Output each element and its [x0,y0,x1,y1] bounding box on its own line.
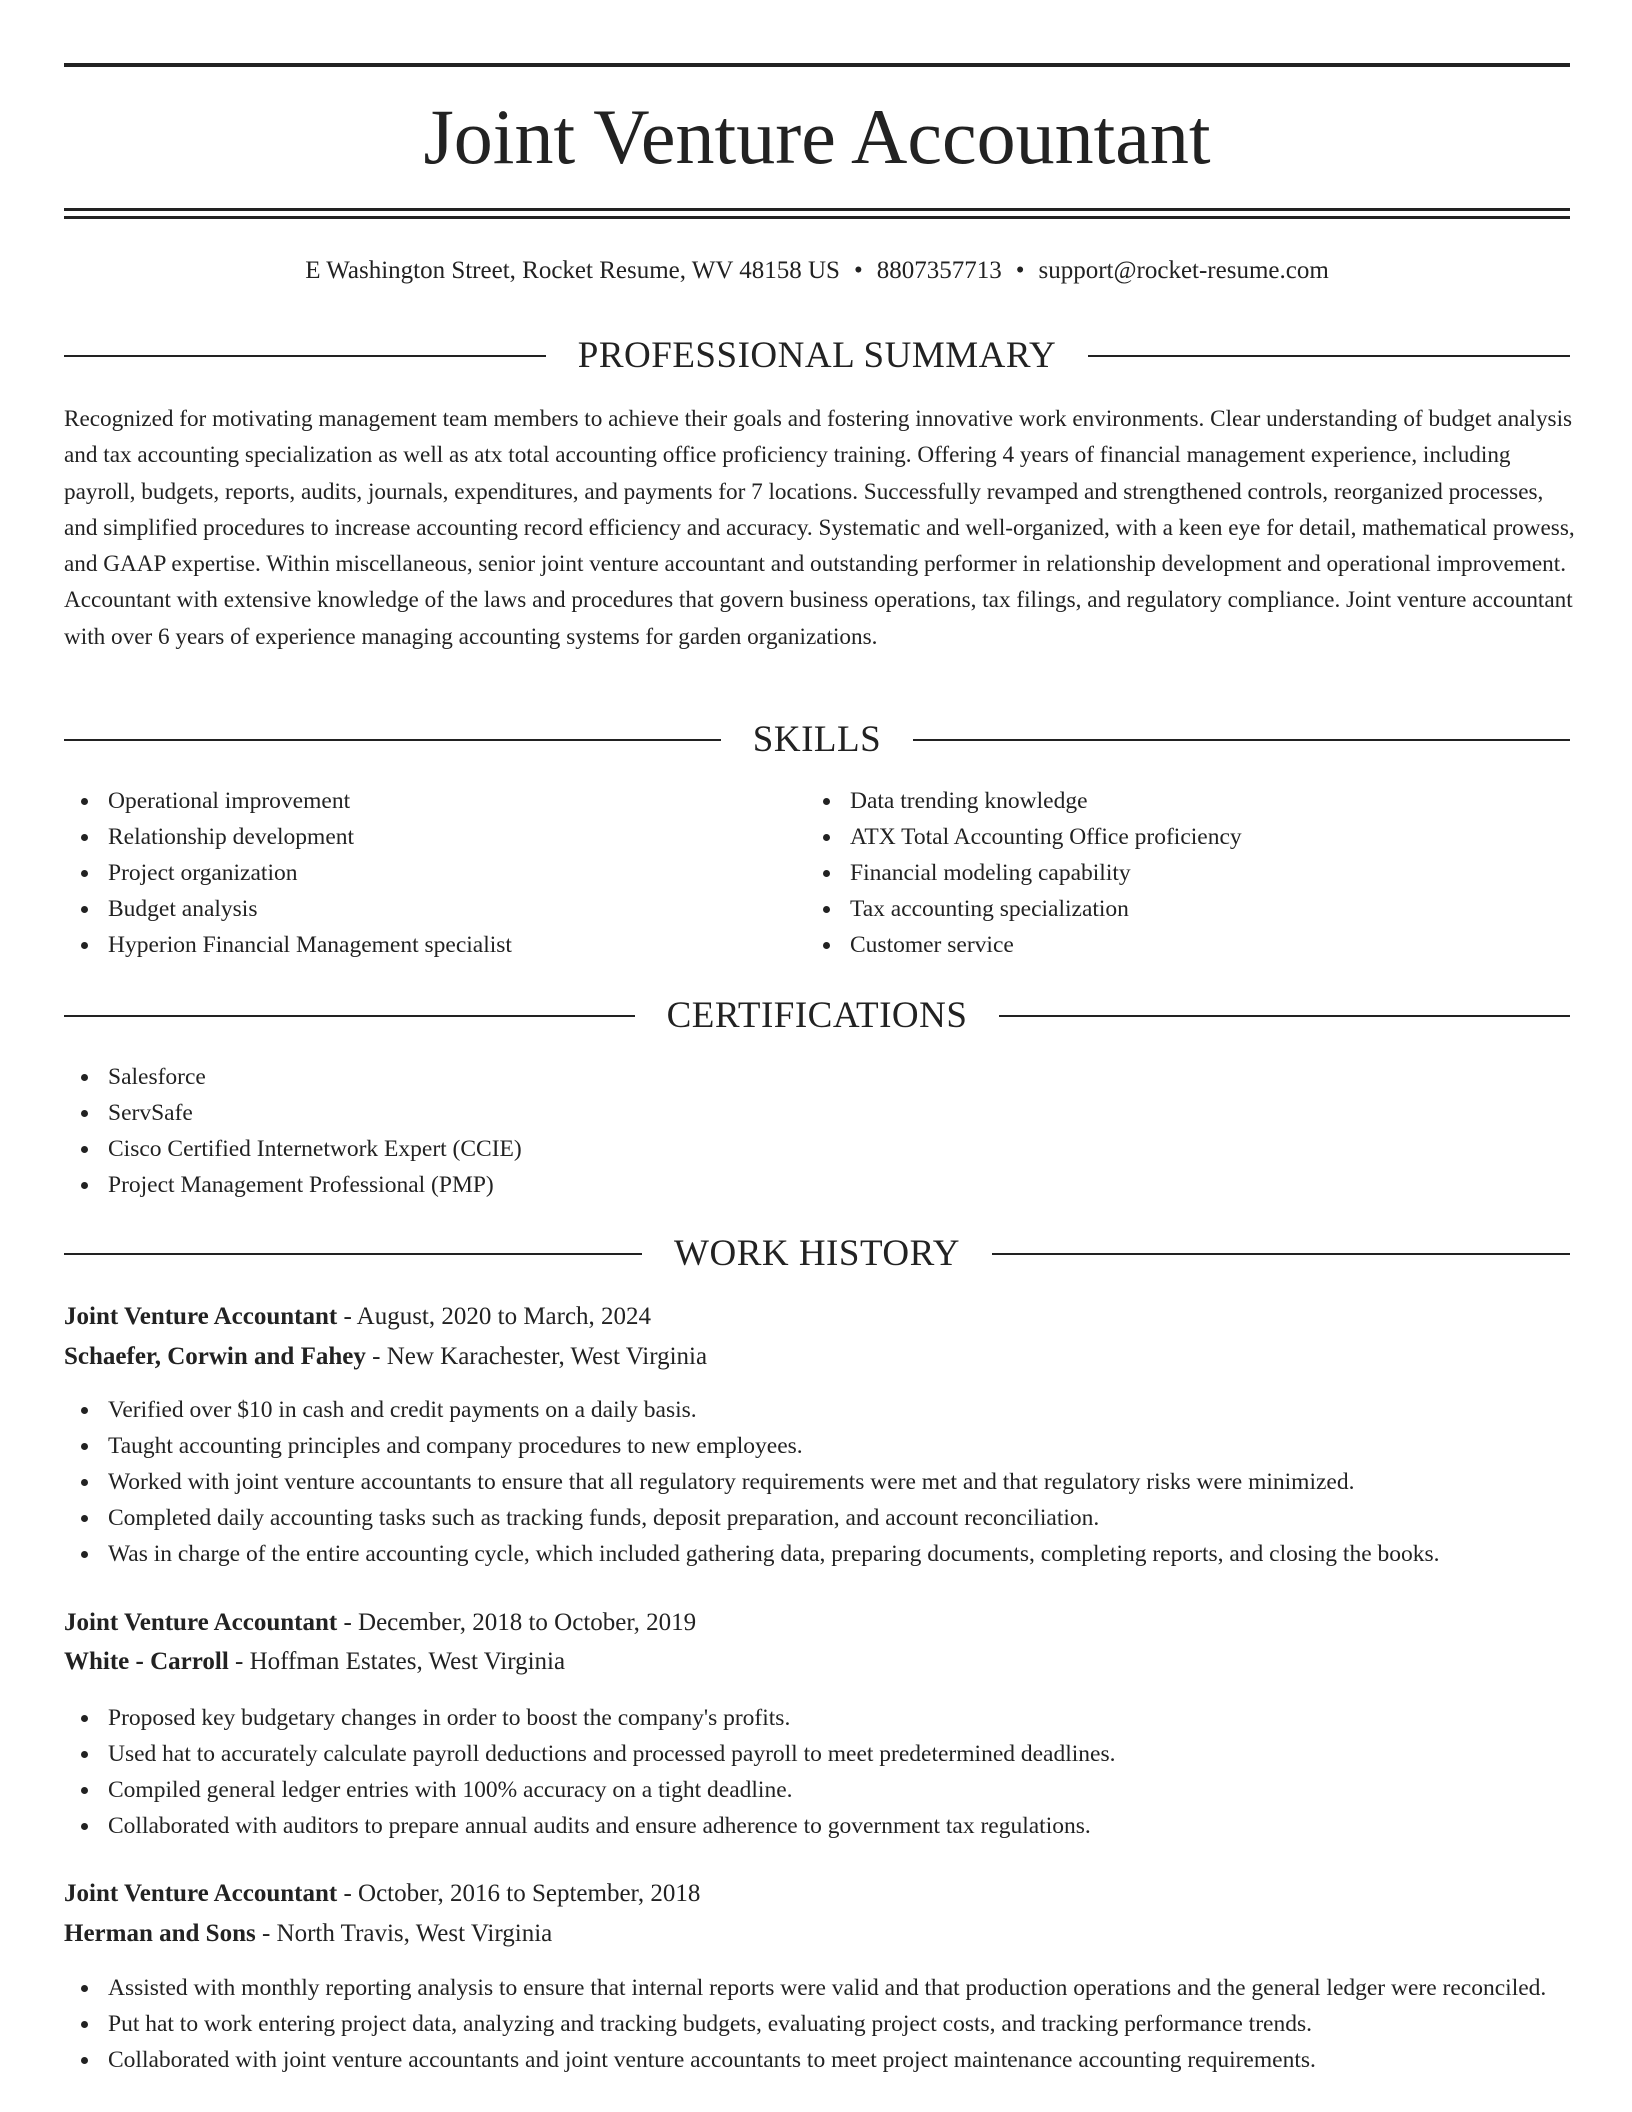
divider [64,355,546,357]
skills-list-left [64,783,804,963]
job-title: Joint Venture Accountant [64,1609,338,1636]
list-item: Collaborated with auditors to prepare annual audits and ensure adherence to government tax regulations. [64,1808,1570,1844]
contact-address: E Washington Street, Rocket Resume, WV 48158 US [305,257,840,284]
job-title: Joint Venture Accountant [64,1303,338,1330]
divider [1088,355,1570,357]
list-item: Salesforce [64,1059,1564,1095]
divider [64,739,721,741]
list-item: Budget analysis [64,891,804,927]
job-dates: October, 2016 to September, 2018 [358,1880,701,1907]
list-item: Verified over $10 in cash and credit payments on a daily basis. [64,1392,1570,1428]
job-duties-list [64,1392,1570,1572]
job-dates: August, 2020 to March, 2024 [356,1303,652,1330]
divider [999,1015,1570,1017]
list-item: Used hat to accurately calculate payroll deductions and processed payroll to meet predetermined deadlines. [64,1736,1570,1772]
list-item: Collaborated with joint venture accountants and joint venture accountants to meet project maintenance accounting requirements. [64,2042,1570,2078]
contact-separator: • [1015,257,1025,284]
list-item: Proposed key budgetary changes in order to boost the company's profits. [64,1700,1570,1736]
section-heading-skills [64,718,1570,762]
list-item: Worked with joint venture accountants to ensure that all regulatory requirements were met and that regulatory risks were minimized. [64,1464,1570,1500]
section-title: WORK HISTORY [674,1233,960,1274]
dash: - [255,1920,277,1947]
job-title-line [64,1302,651,1332]
job-company-line [64,1342,707,1372]
job-title-line [64,1608,696,1638]
top-rule [64,63,1570,67]
skills-list-right [806,783,1566,963]
list-item: Taught accounting principles and company procedures to new employees. [64,1428,1570,1464]
dash: - [337,1303,357,1330]
dash: - [337,1880,359,1907]
section-heading-work-history [64,1232,1570,1276]
certifications-list [64,1059,1564,1203]
list-item: Tax accounting specialization [806,891,1566,927]
job-title-line [64,1879,700,1909]
list-item: Customer service [806,927,1566,963]
job-company: Herman and Sons [64,1920,256,1947]
job-duties-list [64,1700,1570,1844]
contact-email[interactable]: support@rocket-resume.com [1038,257,1329,284]
list-item: Relationship development [64,819,804,855]
list-item: Completed daily accounting tasks such as tracking funds, deposit preparation, and account reconciliation. [64,1500,1570,1536]
list-item: Was in charge of the entire accounting cycle, which included gathering data, preparing documents, completing reports, and closing the books. [64,1536,1570,1572]
resume-title: Joint Venture Accountant [423,93,1211,180]
job-dates: December, 2018 to October, 2019 [358,1609,697,1636]
list-item: Compiled general ledger entries with 100% accuracy on a tight deadline. [64,1772,1570,1808]
section-title: SKILLS [752,719,882,760]
job-location: Hoffman Estates, West Virginia [249,1648,566,1675]
job-location: New Karachester, West Virginia [386,1343,708,1370]
list-item: Put hat to work entering project data, analyzing and tracking budgets, evaluating project costs, and tracking performance trends. [64,2006,1570,2042]
job-company-line [64,1919,552,1949]
list-item: Cisco Certified Internetwork Expert (CCIE) [64,1131,1564,1167]
section-heading-summary [64,334,1570,378]
dash: - [228,1648,250,1675]
list-item: Hyperion Financial Management specialist [64,927,804,963]
job-company: Schaefer, Corwin and Fahey [64,1343,366,1370]
dash: - [365,1343,387,1370]
list-item: Data trending knowledge [806,783,1566,819]
list-item: Assisted with monthly reporting analysis to ensure that internal reports were valid and that production operations and the general ledger were reconciled. [64,1970,1570,2006]
list-item: ServSafe [64,1095,1564,1131]
job-title: Joint Venture Accountant [64,1880,338,1907]
title-rule-upper [64,208,1570,211]
divider [64,1015,635,1017]
list-item: Operational improvement [64,783,804,819]
divider [913,739,1570,741]
contact-phone: 8807357713 [876,257,1002,284]
section-title: PROFESSIONAL SUMMARY [577,335,1057,376]
divider [64,1253,642,1255]
title-rule-lower [64,216,1570,219]
job-company-line [64,1647,565,1677]
section-title: CERTIFICATIONS [666,995,968,1036]
list-item: Project Management Professional (PMP) [64,1167,1564,1203]
summary-paragraph: Recognized for motivating management team members to achieve their goals and fostering innovative work environments. Clear understanding of budget analysis and tax accounting specialization as well as atx total accounting office proficiency training. Offering 4 years of financial management experience, including payroll, budgets, reports, audits, journals, expenditures, and payments for 7 locations. Successfully revamped and strengthened controls, reorganized processes, and simplified procedures to increase accounting record efficiency and accuracy. Systematic and well-organized, with a keen eye for detail, mathematical prowess, and GAAP expertise. Within miscellaneous, senior joint venture accountant and outstanding performer in relationship development and operational improvement. Accountant with extensive knowledge of the laws and procedures that govern business operations, tax filings, and regulatory compliance. Joint venture accountant with over 6 years of experience managing accounting systems for garden organizations. [64,406,1575,650]
list-item: Financial modeling capability [806,855,1566,891]
contact-separator: • [853,257,863,284]
section-heading-certifications [64,994,1570,1038]
divider [992,1253,1570,1255]
list-item: ATX Total Accounting Office proficiency [806,819,1566,855]
job-location: North Travis, West Virginia [276,1920,553,1947]
contact-line [64,256,1570,286]
dash: - [337,1609,359,1636]
list-item: Project organization [64,855,804,891]
job-duties-list [64,1970,1570,2078]
job-company: White - Carroll [64,1648,229,1675]
